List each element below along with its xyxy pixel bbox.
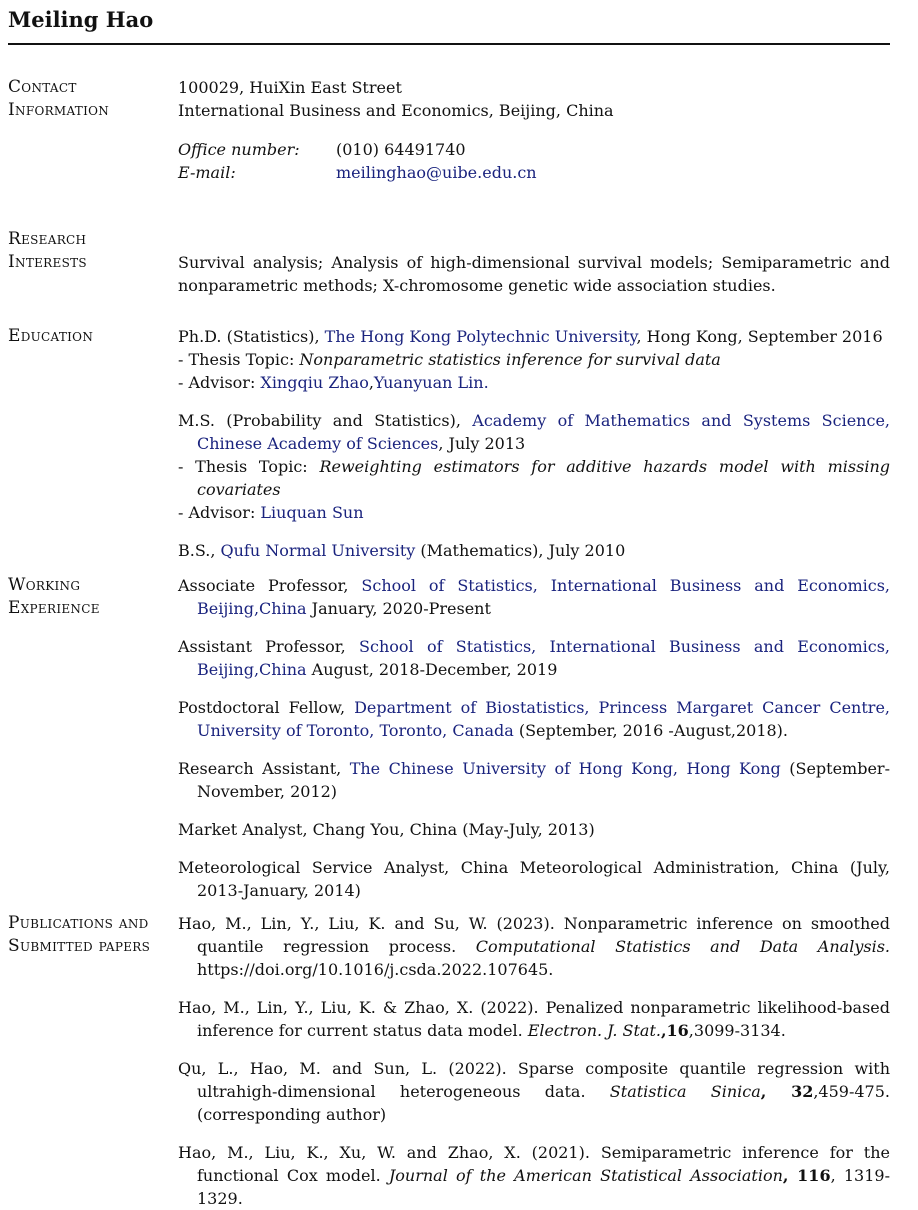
publication-item: Hao, M., Lin, Y., Liu, K. & Zhao, X. (2022). Penalized nonparametric likelihood-based inference for current status data model. Electron. J. Stat.,16,3099-3134. xyxy=(178,998,890,1040)
work-org-link[interactable]: The Chinese University of Hong Kong, Hong Kong xyxy=(349,759,781,778)
address-line-2: International Business and Economics, Beijing, China xyxy=(178,101,614,120)
publications-label: Publications and Submitted papers xyxy=(8,913,151,956)
journal-name: Computational Statistics and Data Analysis. xyxy=(475,937,890,956)
working-label: Working Experience xyxy=(8,575,100,618)
office-label: Office number: xyxy=(178,140,300,159)
email-label: E-mail: xyxy=(178,163,236,182)
office-row xyxy=(178,138,890,161)
header-rule xyxy=(8,43,890,45)
work-org-link[interactable]: School of Statistics, International Business and Economics, Beijing,China xyxy=(197,637,890,679)
cv-name: Meiling Hao xyxy=(8,7,154,32)
work-item: Research Assistant, The Chinese University of Hong Kong, Hong Kong (September-November, 2012) xyxy=(178,759,890,801)
ms-thesis: - Thesis Topic: Reweighting estimators for additive hazards model with missing covariates xyxy=(178,457,891,499)
work-item: Postdoctoral Fellow, Department of Biostatistics, Princess Margaret Cancer Centre, University of Toronto, Toronto, Canada (September, 2016 -August,2018). xyxy=(178,698,890,740)
phd-thesis: - Thesis Topic: Nonparametric statistics inference for survival data xyxy=(178,350,721,369)
work-item: Assistant Professor, School of Statistics, International Business and Economics, Beijing,China August, 2018-December, 2019 xyxy=(178,637,890,679)
bs-degree: B.S., xyxy=(178,541,221,560)
publications-block xyxy=(178,912,890,1210)
contact-label: Contact Information xyxy=(8,77,110,120)
education-ms xyxy=(178,409,890,524)
publication-item: Hao, M., Lin, Y., Liu, K. and Su, W. (2023). Nonparametric inference on smoothed quantile regression process. Computational Statistics and Data Analysis. https://doi.org/10.1016/j.csda.2022.107645. xyxy=(178,914,890,979)
phd-advisor: - Advisor: Xingqiu Zhao,Yuanyuan Lin. xyxy=(178,373,489,392)
work-item: Meteorological Service Analyst, China Meteorological Administration, China (July, 2013-January, 2014) xyxy=(178,858,890,900)
ms-advisor: - Advisor: Liuquan Sun xyxy=(178,503,364,522)
work-org-link[interactable]: Department of Biostatistics, Princess Margaret Cancer Centre, University of Toronto, Toronto, Canada xyxy=(197,698,890,740)
email-link[interactable]: meilinghao@uibe.edu.cn xyxy=(336,163,537,182)
contact-block xyxy=(178,76,890,184)
address-line-1: 100029, HuiXin East Street xyxy=(178,78,402,97)
work-item: Market Analyst, Chang You, China (May-July, 2013) xyxy=(178,820,595,839)
journal-name: Statistica Sinica xyxy=(609,1082,761,1101)
research-label: Research Interests xyxy=(8,229,87,272)
advisor-link-2[interactable]: Yuanyuan Lin xyxy=(373,373,484,392)
work-org-link[interactable]: School of Statistics, International Business and Economics, Beijing,China xyxy=(197,576,890,618)
bs-school-link[interactable]: Qufu Normal University xyxy=(220,541,416,560)
phd-school-link[interactable]: The Hong Kong Polytechnic University xyxy=(324,327,637,346)
office-value: (010) 64491740 xyxy=(336,140,466,159)
education-label: Education xyxy=(8,326,94,346)
publication-item: Hao, M., Liu, K., Xu, W. and Zhao, X. (2021). Semiparametric inference for the functional Cox model. Journal of the American Statistical Association, 116, 1319-1329. xyxy=(178,1143,890,1208)
advisor-link-1[interactable]: Xingqiu Zhao xyxy=(260,373,369,392)
email-row xyxy=(178,161,890,184)
work-item: Associate Professor, School of Statistics, International Business and Economics, Beijing,China January, 2020-Present xyxy=(178,576,890,618)
research-text: Survival analysis; Analysis of high-dimensional survival models; Semiparametric and nonparametric methods; X-chromosome genetic wide association studies. xyxy=(178,253,890,295)
education-bs xyxy=(178,539,890,562)
ms-school-link[interactable]: Academy of Mathematics and Systems Science, Chinese Academy of Sciences xyxy=(197,411,890,453)
education-phd xyxy=(178,325,890,394)
ms-degree: M.S. (Probability and Statistics), xyxy=(178,411,473,430)
ms-rest: , July 2013 xyxy=(438,434,526,453)
working-block xyxy=(178,574,890,902)
publication-item: Qu, L., Hao, M. and Sun, L. (2022). Sparse composite quantile regression with ultrahigh-dimensional heterogeneous data. Statistica Sinica, 32,459-475.(corresponding author) xyxy=(178,1059,890,1124)
education-block xyxy=(178,325,890,562)
ms-advisor-link[interactable]: Liuquan Sun xyxy=(260,503,364,522)
journal-name: Electron. J. Stat. xyxy=(527,1021,661,1040)
journal-name: Journal of the American Statistical Association xyxy=(388,1166,783,1185)
phd-rest: , Hong Kong, September 2016 xyxy=(636,327,883,346)
phd-degree: Ph.D. (Statistics), xyxy=(178,327,325,346)
bs-rest: (Mathematics), July 2010 xyxy=(415,541,626,560)
